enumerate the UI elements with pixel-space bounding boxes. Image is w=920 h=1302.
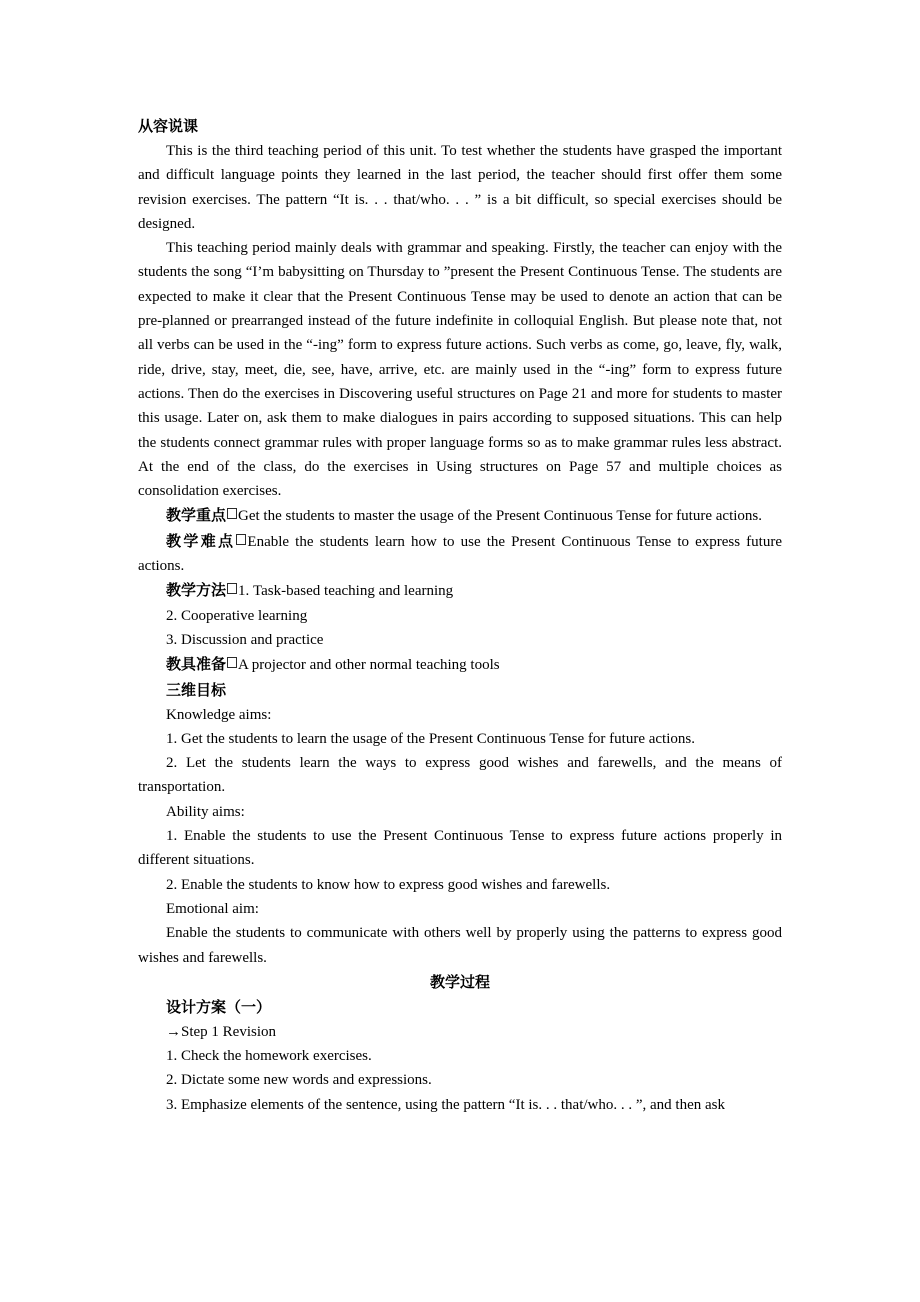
difficult-point-block (138, 529, 782, 579)
section-heading-overview: 从容说课 (138, 117, 199, 135)
key-point-text: Get the students to master the usage of the Present Continuous Tense for future actions. (238, 508, 762, 525)
section-heading-process: 教学过程 (429, 972, 490, 991)
missing-glyph-box-icon (227, 657, 237, 668)
difficult-point-label: 教学难点 (166, 531, 236, 550)
method-label: 教学方法 (166, 581, 227, 600)
overview-paragraph-1: This is the third teaching period of this unit. To test whether the students have grasped the important and difficult language points they learned in the last period, the teacher should first offer them some revision exercises. The pattern “It is. . . that/who. . . ” is a bit difficult, so special exercises should be designed. (138, 143, 782, 232)
method-item-2: 2. Cooperative learning (166, 607, 308, 624)
knowledge-aim-2: 2. Let the students learn the ways to express good wishes and farewells, and the means of transportation. (138, 755, 782, 796)
key-point-label: 教学重点 (166, 506, 227, 525)
missing-glyph-box-icon (227, 508, 237, 519)
method-block (138, 578, 782, 603)
aids-text: A projector and other normal teaching tools (238, 657, 500, 674)
emotional-aim-1: Enable the students to communicate with others well by properly using the patterns to express good wishes and farewells. (138, 925, 782, 966)
missing-glyph-box-icon (236, 534, 246, 545)
knowledge-aim-1: 1. Get the students to learn the usage of the Present Continuous Tense for future actions. (166, 730, 695, 747)
emotional-aim-label: Emotional aim: (166, 900, 259, 917)
knowledge-aims-label: Knowledge aims: (166, 706, 272, 723)
difficult-point-text: Enable the students learn how to use the Present Continuous Tense to express future actions. (138, 533, 782, 575)
ability-aims-label: Ability aims: (166, 803, 245, 820)
key-point-block (138, 503, 782, 528)
step1-item-2: 2. Dictate some new words and expressions. (166, 1072, 432, 1089)
ability-aim-2: 2. Enable the students to know how to express good wishes and farewells. (166, 876, 611, 893)
overview-paragraph-2: This teaching period mainly deals with grammar and speaking. Firstly, the teacher can enjoy with the students the song “I’m babysitting on Thursday to ”present the Present Continuous Tense. The students are expected to make it clear that the Present Continuous Tense may be used to denote an action that can be pre-planned or prearranged instead of the future indefinite in colloquial English. But please note that, not all verbs can be used in the “-ing” form to express future actions. Such verbs as come, go, leave, fly, walk, ride, drive, stay, meet, die, see, have, arrive, etc. are mainly used in the “-ing” form to express future actions. Then do the exercises in Discovering useful structures on Page 21 and more for students to master this usage. Later on, ask them to make dialogues in pairs according to supposed situations. This can help the students connect grammar rules with proper language forms so as to make grammar rules less abstract. At the end of the class, do the exercises in Using structures on Page 57 and multiple choices as consolidation exercises. (138, 240, 782, 500)
aids-block (138, 652, 782, 677)
method-item-1: 1. Task-based teaching and learning (238, 583, 454, 600)
aids-label: 教具准备 (166, 655, 227, 674)
section-heading-plan: 设计方案（一） (166, 997, 272, 1016)
step1-item-1: 1. Check the homework exercises. (166, 1048, 372, 1065)
method-item-3: 3. Discussion and practice (166, 631, 324, 648)
ability-aim-1: 1. Enable the students to use the Present Continuous Tense to express future actions properly in different situations. (138, 828, 782, 869)
missing-glyph-box-icon (227, 583, 237, 594)
section-heading-objectives: 三维目标 (166, 680, 227, 699)
step1-item-3: 3. Emphasize elements of the sentence, using the pattern “It is. . . that/who. . . ”, and then ask (166, 1096, 726, 1113)
step1-heading: →Step 1 Revision (166, 1023, 277, 1040)
